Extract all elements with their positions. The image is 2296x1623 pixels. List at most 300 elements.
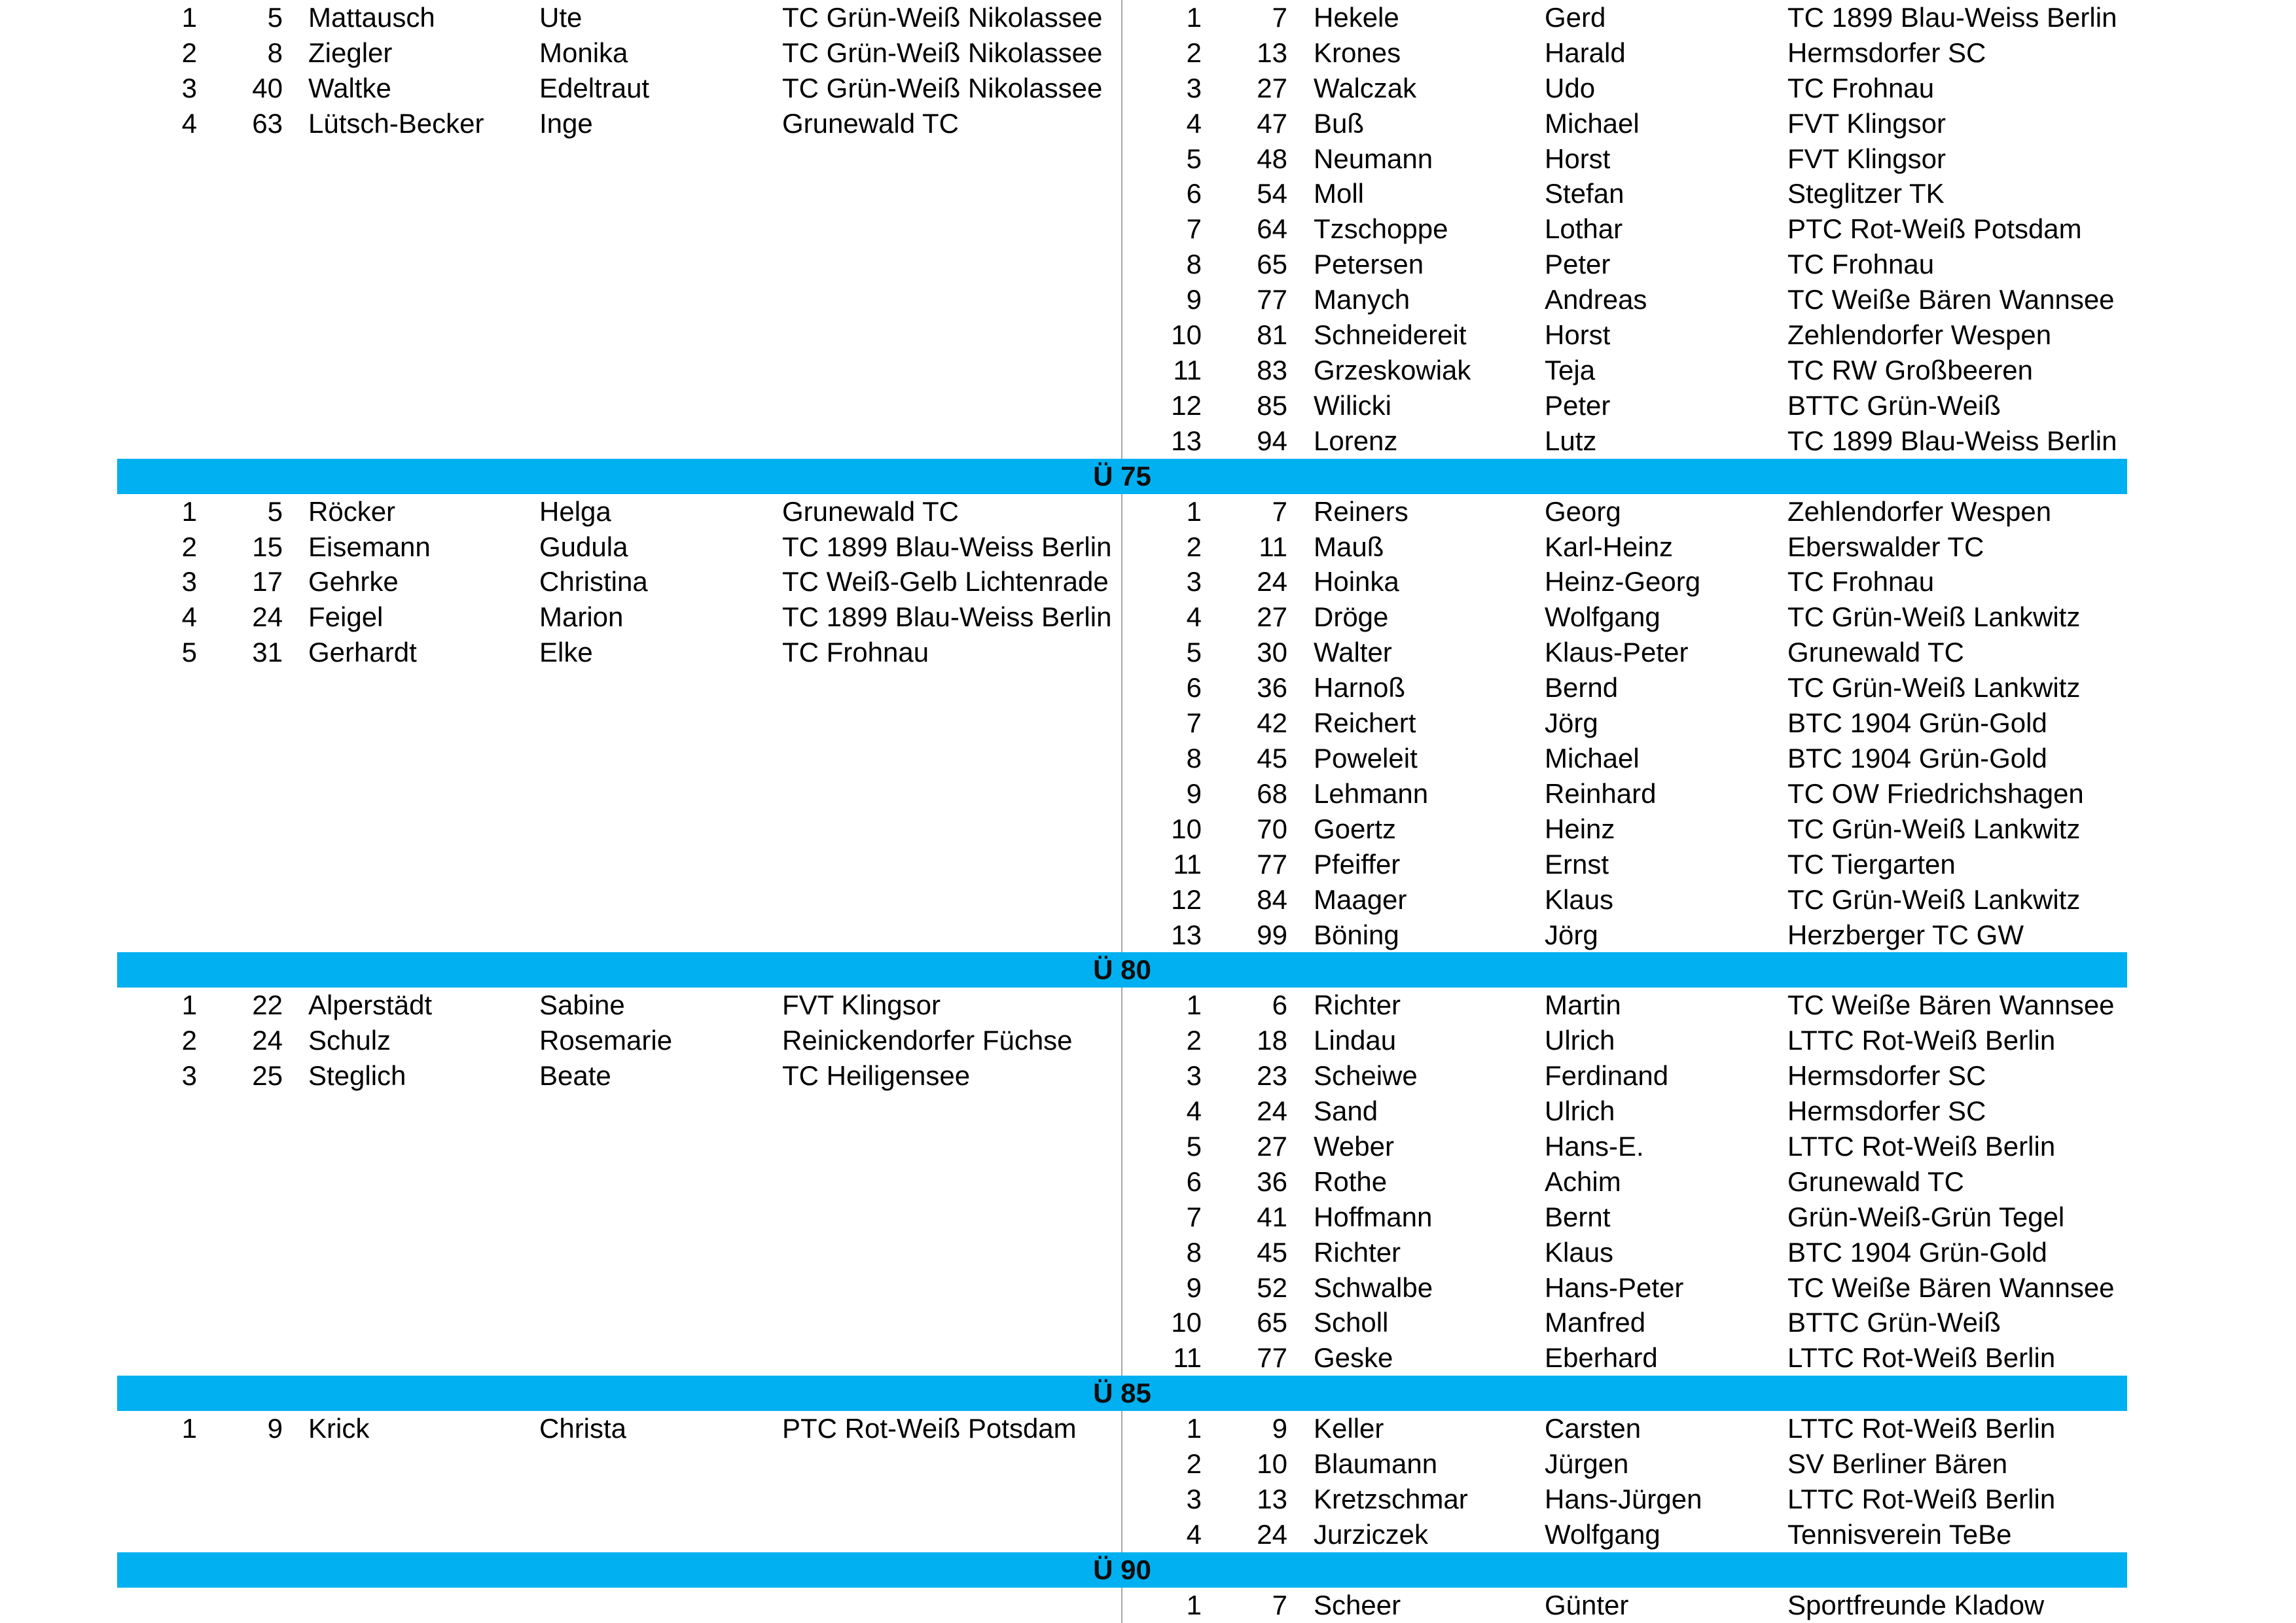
player-number-cell: 63 [252, 107, 283, 139]
player-number-cell: 5 [267, 1, 283, 33]
last-name-cell: Tzschoppe [1314, 213, 1448, 245]
club-cell: TC Tiergarten [1787, 848, 1956, 880]
player-number-cell: 64 [1257, 213, 1287, 245]
first-name-cell: Wolfgang [1545, 601, 1660, 633]
men-entry [0, 847, 2296, 882]
club-cell: TC RW Großbeeren [1787, 355, 2033, 386]
rank-cell: 11 [1173, 1342, 1202, 1374]
first-name-cell: Bernd [1545, 672, 1619, 704]
result-row [0, 1340, 2296, 1376]
player-number-cell: 7 [1272, 1, 1287, 33]
result-row [0, 247, 2296, 282]
result-row [0, 71, 2296, 106]
player-number-cell: 36 [1257, 672, 1287, 704]
first-name-cell: Peter [1545, 389, 1611, 421]
rank-cell: 6 [1186, 672, 1202, 704]
men-entry [0, 1235, 2296, 1270]
rank-cell: 2 [181, 37, 197, 68]
player-number-cell: 27 [1257, 601, 1287, 633]
men-entry [0, 494, 2296, 529]
club-cell: TC Grün-Weiß Nikolassee [782, 1, 1103, 33]
club-cell: TC Weiße Bären Wannsee [1787, 990, 2115, 1021]
player-number-cell: 52 [1257, 1272, 1287, 1303]
club-cell: TC Grün-Weiß Lankwitz [1787, 672, 2081, 704]
first-name-cell: Horst [1545, 319, 1611, 351]
result-row [0, 1270, 2296, 1306]
men-entry [0, 670, 2296, 705]
result-row [0, 423, 2296, 459]
player-number-cell: 18 [1257, 1025, 1287, 1056]
first-name-cell: Michael [1545, 107, 1640, 139]
rank-cell: 9 [1186, 1272, 1202, 1303]
last-name-cell: Harnoß [1314, 672, 1406, 704]
age-group-bar [117, 1552, 2127, 1588]
rank-cell: 4 [1186, 1518, 1202, 1550]
first-name-cell: Rosemarie [539, 1025, 673, 1056]
last-name-cell: Sand [1314, 1096, 1378, 1127]
last-name-cell: Poweleit [1314, 742, 1418, 774]
first-name-cell: Christa [539, 1413, 627, 1444]
rank-cell: 7 [1186, 707, 1202, 739]
last-name-cell: Lindau [1314, 1025, 1397, 1056]
men-entry [0, 282, 2296, 317]
men-entry [0, 1517, 2296, 1552]
last-name-cell: Goertz [1314, 813, 1397, 844]
club-cell: TC Weiße Bären Wannsee [1787, 1272, 2115, 1303]
rank-cell: 2 [1186, 1448, 1202, 1480]
result-row [0, 0, 2296, 35]
last-name-cell: Dröge [1314, 601, 1389, 633]
first-name-cell: Stefan [1545, 178, 1624, 209]
age-group-title: Ü 75 [1093, 460, 1151, 491]
result-row [0, 1058, 2296, 1094]
first-name-cell: Reinhard [1545, 777, 1657, 809]
player-number-cell: 68 [1257, 777, 1287, 809]
first-name-cell: Marion [539, 601, 624, 633]
club-cell: TC 1899 Blau-Weiss Berlin [782, 601, 1112, 633]
first-name-cell: Lothar [1545, 213, 1623, 245]
result-row [0, 847, 2296, 882]
rank-cell: 2 [181, 1025, 197, 1056]
club-cell: Herzberger TC GW [1787, 919, 2024, 950]
result-row [0, 317, 2296, 353]
first-name-cell: Eberhard [1545, 1342, 1658, 1374]
club-cell: TC 1899 Blau-Weiss Berlin [782, 531, 1112, 562]
first-name-cell: Andreas [1545, 284, 1647, 315]
last-name-cell: Mattausch [308, 1, 435, 33]
last-name-cell: Maager [1314, 883, 1407, 915]
last-name-cell: Gerhardt [308, 637, 417, 668]
men-entry [0, 1164, 2296, 1200]
men-entry [0, 71, 2296, 106]
club-cell: BTC 1904 Grün-Gold [1787, 1236, 2047, 1268]
club-cell: TC Grün-Weiß Nikolassee [782, 72, 1103, 103]
club-cell: TC Frohnau [782, 637, 929, 668]
club-cell: TC Grün-Weiß Nikolassee [782, 37, 1103, 68]
rank-cell: 11 [1173, 848, 1202, 880]
rank-cell: 1 [1186, 1, 1202, 33]
rank-cell: 1 [181, 1, 197, 33]
player-number-cell: 27 [1257, 1130, 1287, 1162]
rank-cell: 10 [1171, 1307, 1202, 1338]
men-entry [0, 1411, 2296, 1446]
men-entry [0, 177, 2296, 212]
club-cell: Reinickendorfer Füchse [782, 1025, 1073, 1056]
last-name-cell: Hoffmann [1314, 1201, 1433, 1232]
player-number-cell: 45 [1257, 742, 1287, 774]
last-name-cell: Scheiwe [1314, 1060, 1418, 1092]
rank-cell: 3 [1186, 72, 1202, 103]
club-cell: FVT Klingsor [782, 990, 941, 1021]
club-cell: TC 1899 Blau-Weiss Berlin [1787, 1, 2117, 33]
club-cell: BTTC Grün-Weiß [1787, 389, 2001, 421]
player-number-cell: 24 [252, 601, 283, 633]
rank-cell: 1 [181, 495, 197, 527]
men-entry [0, 812, 2296, 847]
result-row [0, 106, 2296, 141]
result-row [0, 988, 2296, 1023]
player-number-cell: 10 [1257, 1448, 1287, 1480]
club-cell: SV Berliner Bären [1787, 1448, 2008, 1480]
club-cell: FVT Klingsor [1787, 107, 1946, 139]
result-row [0, 599, 2296, 635]
men-entry [0, 882, 2296, 918]
last-name-cell: Grzeskowiak [1314, 355, 1471, 386]
rank-cell: 9 [1186, 284, 1202, 315]
last-name-cell: Petersen [1314, 249, 1424, 280]
last-name-cell: Krick [308, 1413, 370, 1444]
men-entry [0, 741, 2296, 776]
player-number-cell: 7 [1272, 1589, 1287, 1620]
club-cell: BTC 1904 Grün-Gold [1787, 742, 2047, 774]
men-entry [0, 1094, 2296, 1129]
player-number-cell: 7 [1272, 495, 1287, 527]
first-name-cell: Ulrich [1545, 1025, 1615, 1056]
player-number-cell: 8 [267, 37, 283, 68]
rank-cell: 1 [181, 990, 197, 1021]
first-name-cell: Hans-E. [1545, 1130, 1644, 1162]
rank-cell: 2 [1186, 37, 1202, 68]
club-cell: Zehlendorfer Wespen [1787, 319, 2052, 351]
rank-cell: 8 [1186, 249, 1202, 280]
result-row [0, 388, 2296, 423]
rank-cell: 3 [1186, 1060, 1202, 1092]
player-number-cell: 27 [1257, 72, 1287, 103]
first-name-cell: Sabine [539, 990, 625, 1021]
rank-cell: 1 [1186, 1589, 1202, 1620]
last-name-cell: Richter [1314, 1236, 1401, 1268]
first-name-cell: Beate [539, 1060, 611, 1092]
club-cell: TC Weiße Bären Wannsee [1787, 284, 2115, 315]
club-cell: TC Grün-Weiß Lankwitz [1787, 883, 2081, 915]
rank-cell: 13 [1171, 919, 1202, 950]
club-cell: FVT Klingsor [1787, 143, 1946, 174]
last-name-cell: Weber [1314, 1130, 1394, 1162]
men-entry [0, 1340, 2296, 1376]
rank-cell: 2 [1186, 1025, 1202, 1056]
last-name-cell: Moll [1314, 178, 1365, 209]
last-name-cell: Ziegler [308, 37, 393, 68]
result-row [0, 705, 2296, 741]
last-name-cell: Feigel [308, 601, 384, 633]
last-name-cell: Schulz [308, 1025, 391, 1056]
result-row [0, 1411, 2296, 1446]
first-name-cell: Lutz [1545, 425, 1597, 456]
rank-cell: 3 [181, 1060, 197, 1092]
men-entry [0, 1446, 2296, 1482]
result-row [0, 1094, 2296, 1129]
player-number-cell: 54 [1257, 178, 1287, 209]
rank-cell: 5 [1186, 143, 1202, 174]
club-cell: Grunewald TC [782, 107, 960, 139]
rank-cell: 13 [1171, 425, 1202, 456]
rank-cell: 6 [1186, 178, 1202, 209]
rank-cell: 1 [1186, 990, 1202, 1021]
player-number-cell: 40 [252, 72, 283, 103]
first-name-cell: Manfred [1545, 1307, 1646, 1338]
first-name-cell: Jörg [1545, 919, 1598, 950]
last-name-cell: Böning [1314, 919, 1399, 950]
men-entry [0, 1588, 2296, 1623]
result-row [0, 741, 2296, 776]
first-name-cell: Elke [539, 637, 593, 668]
men-entry [0, 1129, 2296, 1164]
age-group-title: Ü 80 [1093, 954, 1151, 986]
men-entry [0, 0, 2296, 35]
club-cell: TC Frohnau [1787, 249, 1935, 280]
player-number-cell: 85 [1257, 389, 1287, 421]
player-number-cell: 77 [1257, 1342, 1287, 1374]
last-name-cell: Eisemann [308, 531, 431, 562]
last-name-cell: Walter [1314, 637, 1392, 668]
club-cell: TC Frohnau [1787, 566, 1935, 597]
club-cell: Grün-Weiß-Grün Tegel [1787, 1201, 2065, 1232]
last-name-cell: Walczak [1314, 72, 1417, 103]
player-number-cell: 47 [1257, 107, 1287, 139]
age-group-title: Ü 90 [1093, 1554, 1151, 1585]
last-name-cell: Jurziczek [1314, 1518, 1429, 1550]
rank-cell: 1 [181, 1413, 197, 1444]
result-row [0, 211, 2296, 247]
player-number-cell: 65 [1257, 249, 1287, 280]
rank-cell: 10 [1171, 319, 1202, 351]
men-entry [0, 353, 2296, 388]
last-name-cell: Manych [1314, 284, 1410, 315]
player-number-cell: 42 [1257, 707, 1287, 739]
player-number-cell: 45 [1257, 1236, 1287, 1268]
player-number-cell: 9 [267, 1413, 283, 1444]
rank-cell: 4 [1186, 107, 1202, 139]
men-entry [0, 141, 2296, 177]
last-name-cell: Steglich [308, 1060, 406, 1092]
result-row [0, 353, 2296, 388]
player-number-cell: 5 [267, 495, 283, 527]
men-entry [0, 705, 2296, 741]
men-entry [0, 599, 2296, 635]
result-row [0, 1517, 2296, 1552]
player-number-cell: 17 [252, 566, 283, 597]
result-row [0, 1588, 2296, 1623]
last-name-cell: Schwalbe [1314, 1272, 1433, 1303]
first-name-cell: Helga [539, 495, 611, 527]
result-row [0, 1446, 2296, 1482]
rank-cell: 8 [1186, 1236, 1202, 1268]
men-entry [0, 988, 2296, 1023]
player-number-cell: 15 [252, 531, 283, 562]
last-name-cell: Richter [1314, 990, 1401, 1021]
player-number-cell: 94 [1257, 425, 1287, 456]
rank-cell: 12 [1171, 389, 1202, 421]
player-number-cell: 13 [1257, 37, 1287, 68]
club-cell: PTC Rot-Weiß Potsdam [782, 1413, 1077, 1444]
player-number-cell: 6 [1272, 990, 1287, 1021]
club-cell: LTTC Rot-Weiß Berlin [1787, 1484, 2056, 1515]
first-name-cell: Harald [1545, 37, 1626, 68]
age-group-header [0, 1376, 2296, 1411]
men-entry [0, 1023, 2296, 1058]
club-cell: Grunewald TC [1787, 1166, 1965, 1197]
first-name-cell: Heinz [1545, 813, 1615, 844]
club-cell: LTTC Rot-Weiß Berlin [1787, 1342, 2056, 1374]
player-number-cell: 13 [1257, 1484, 1287, 1515]
last-name-cell: Keller [1314, 1413, 1384, 1444]
rank-cell: 1 [1186, 495, 1202, 527]
rank-cell: 2 [1186, 531, 1202, 562]
first-name-cell: Hans-Jürgen [1545, 1484, 1702, 1515]
first-name-cell: Monika [539, 37, 628, 68]
last-name-cell: Lütsch-Becker [308, 107, 484, 139]
club-cell: Tennisverein TeBe [1787, 1518, 2012, 1550]
rank-cell: 1 [1186, 1413, 1202, 1444]
player-number-cell: 23 [1257, 1060, 1287, 1092]
rank-cell: 5 [1186, 637, 1202, 668]
player-number-cell: 70 [1257, 813, 1287, 844]
result-row [0, 635, 2296, 670]
first-name-cell: Klaus-Peter [1545, 637, 1689, 668]
result-row [0, 918, 2296, 953]
club-cell: LTTC Rot-Weiß Berlin [1787, 1413, 2056, 1444]
first-name-cell: Carsten [1545, 1413, 1641, 1444]
age-group-header [0, 1552, 2296, 1588]
men-entry [0, 776, 2296, 812]
club-cell: BTTC Grün-Weiß [1787, 1307, 2001, 1338]
men-entry [0, 529, 2296, 565]
men-entry [0, 247, 2296, 282]
player-number-cell: 77 [1257, 284, 1287, 315]
rank-cell: 5 [181, 637, 197, 668]
first-name-cell: Teja [1545, 355, 1596, 386]
first-name-cell: Georg [1545, 495, 1621, 527]
result-row [0, 494, 2296, 529]
last-name-cell: Reiners [1314, 495, 1408, 527]
last-name-cell: Scheer [1314, 1589, 1401, 1620]
rank-cell: 9 [1186, 777, 1202, 809]
last-name-cell: Gehrke [308, 566, 399, 597]
result-row [0, 1164, 2296, 1200]
first-name-cell: Klaus [1545, 1236, 1614, 1268]
rank-cell: 7 [1186, 213, 1202, 245]
first-name-cell: Edeltraut [539, 72, 650, 103]
first-name-cell: Karl-Heinz [1545, 531, 1674, 562]
first-name-cell: Jürgen [1545, 1448, 1629, 1480]
club-cell: Sportfreunde Kladow [1787, 1589, 2045, 1620]
men-entry [0, 635, 2296, 670]
player-number-cell: 22 [252, 990, 283, 1021]
club-cell: Grunewald TC [782, 495, 960, 527]
last-name-cell: Geske [1314, 1342, 1393, 1374]
result-row [0, 882, 2296, 918]
first-name-cell: Ulrich [1545, 1096, 1615, 1127]
last-name-cell: Hoinka [1314, 566, 1399, 597]
player-number-cell: 24 [1257, 1518, 1287, 1550]
last-name-cell: Lorenz [1314, 425, 1398, 456]
rank-cell: 4 [181, 601, 197, 633]
player-number-cell: 24 [252, 1025, 283, 1056]
men-entry [0, 1306, 2296, 1341]
last-name-cell: Scholl [1314, 1307, 1389, 1338]
rank-cell: 3 [181, 566, 197, 597]
first-name-cell: Ernst [1545, 848, 1609, 880]
rank-cell: 5 [1186, 1130, 1202, 1162]
result-row [0, 776, 2296, 812]
men-entry [0, 918, 2296, 953]
last-name-cell: Rothe [1314, 1166, 1388, 1197]
player-number-cell: 30 [1257, 637, 1287, 668]
player-number-cell: 11 [1259, 531, 1287, 562]
player-number-cell: 36 [1257, 1166, 1287, 1197]
rank-cell: 11 [1173, 355, 1202, 386]
club-cell: Hermsdorfer SC [1787, 1060, 1986, 1092]
rank-cell: 4 [181, 107, 197, 139]
result-row [0, 282, 2296, 317]
first-name-cell: Udo [1545, 72, 1596, 103]
player-number-cell: 41 [1257, 1201, 1287, 1232]
first-name-cell: Günter [1545, 1589, 1629, 1620]
last-name-cell: Krones [1314, 37, 1401, 68]
age-group-header [0, 952, 2296, 988]
first-name-cell: Michael [1545, 742, 1640, 774]
result-row [0, 1129, 2296, 1164]
first-name-cell: Klaus [1545, 883, 1614, 915]
last-name-cell: Mauß [1314, 531, 1384, 562]
club-cell: Zehlendorfer Wespen [1787, 495, 2052, 527]
result-row [0, 177, 2296, 212]
result-row [0, 529, 2296, 565]
club-cell: TC Grün-Weiß Lankwitz [1787, 813, 2081, 844]
club-cell: LTTC Rot-Weiß Berlin [1787, 1130, 2056, 1162]
club-cell: PTC Rot-Weiß Potsdam [1787, 213, 2082, 245]
player-number-cell: 83 [1257, 355, 1287, 386]
age-group-bar [117, 952, 2127, 988]
first-name-cell: Bernt [1545, 1201, 1611, 1232]
rank-cell: 3 [181, 72, 197, 103]
men-entry [0, 565, 2296, 600]
result-row [0, 1306, 2296, 1341]
last-name-cell: Pfeiffer [1314, 848, 1401, 880]
club-cell: TC Weiß-Gelb Lichtenrade [782, 566, 1109, 597]
club-cell: TC Heiligensee [782, 1060, 971, 1092]
age-group-bar [117, 459, 2127, 494]
last-name-cell: Wilicki [1314, 389, 1391, 421]
player-number-cell: 81 [1257, 319, 1287, 351]
result-row [0, 670, 2296, 705]
rank-cell: 7 [1186, 1201, 1202, 1232]
first-name-cell: Christina [539, 566, 648, 597]
player-number-cell: 25 [252, 1060, 283, 1092]
rank-cell: 6 [1186, 1166, 1202, 1197]
club-cell: TC OW Friedrichshagen [1787, 777, 2084, 809]
men-entry [0, 423, 2296, 459]
